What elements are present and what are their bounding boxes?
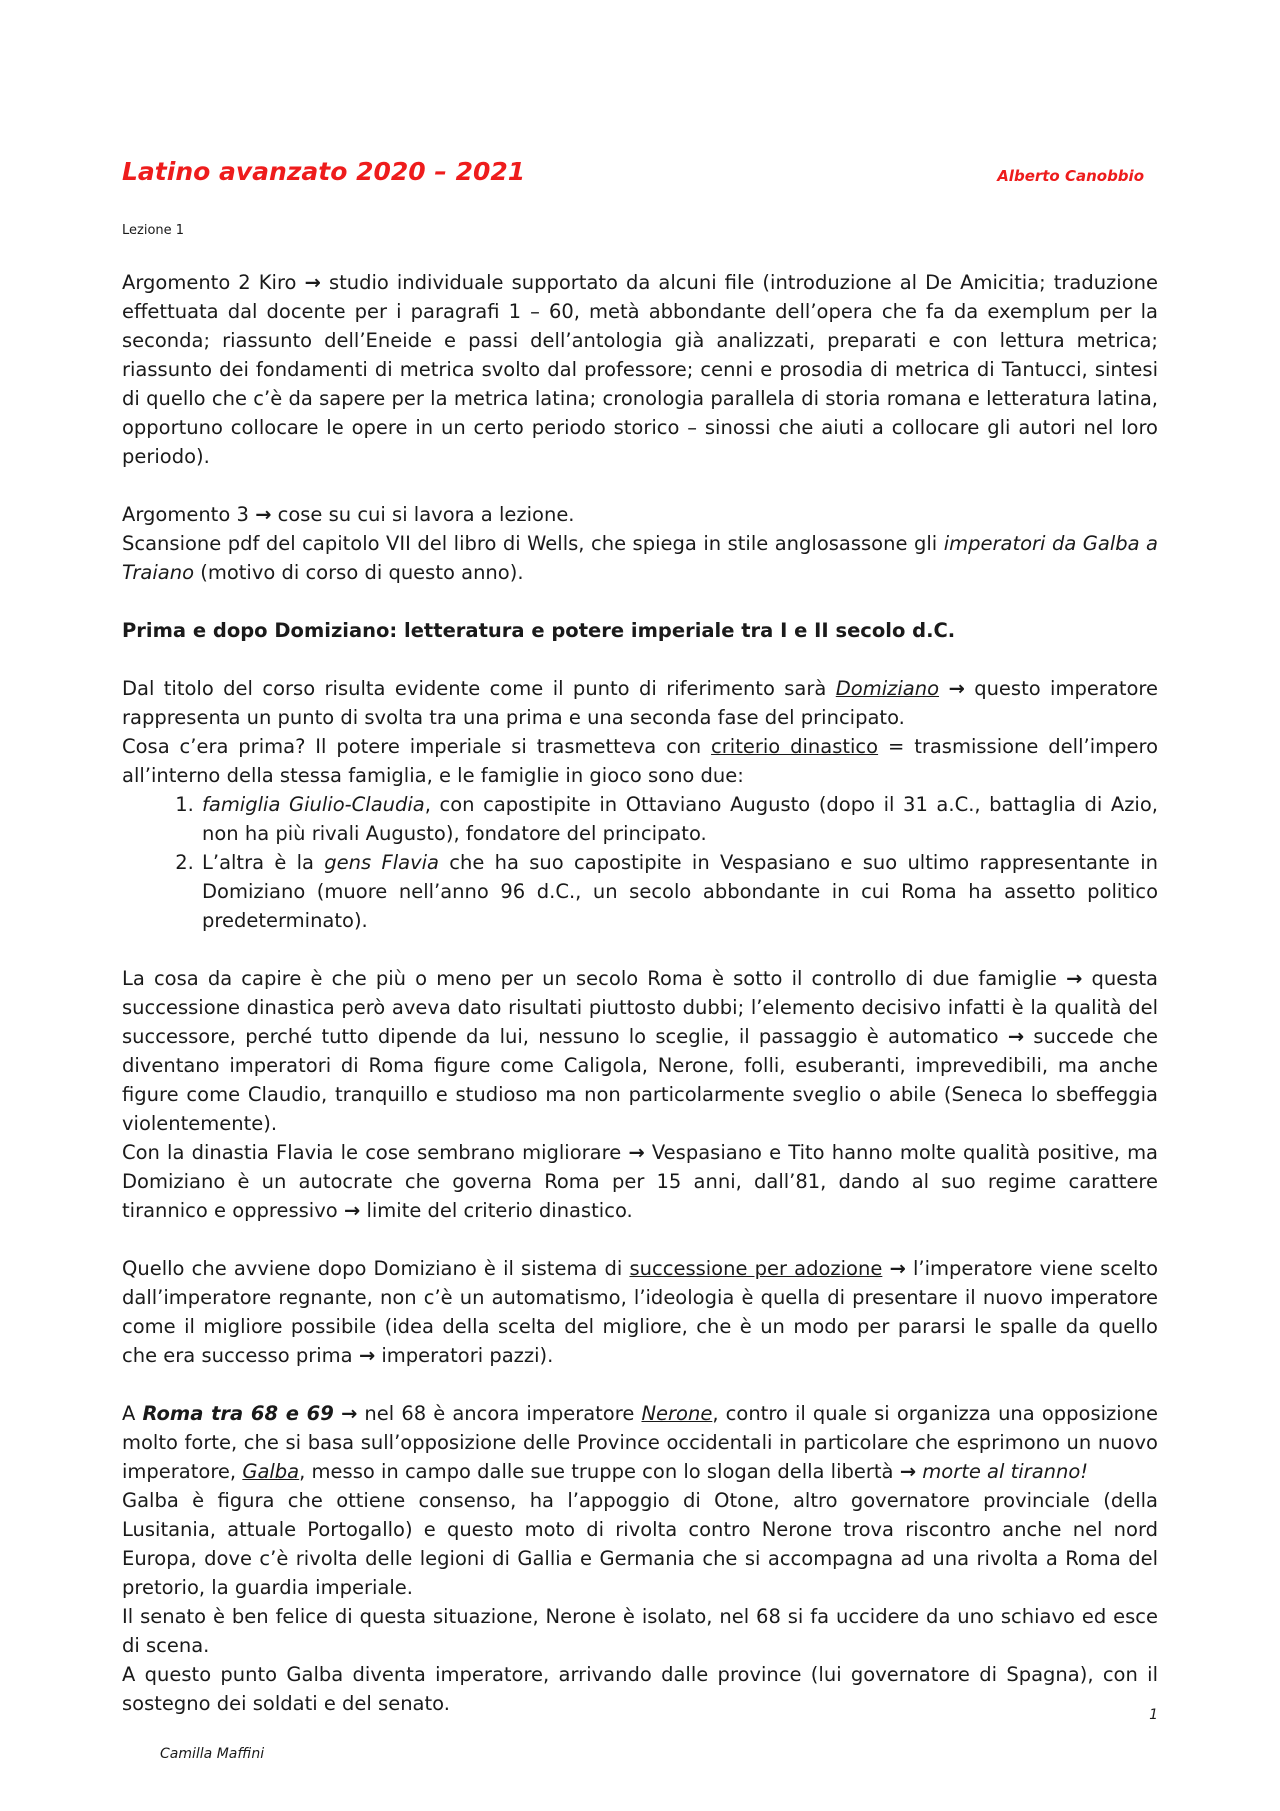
underlined-text: successione per adozione xyxy=(629,1257,883,1280)
arrow-icon: → xyxy=(628,1141,645,1164)
arrow-icon: → xyxy=(340,1402,358,1425)
text-run: imperatori pazzi). xyxy=(381,1344,554,1367)
text-run: , messo in campo dalle sue truppe con lo slogan della libertà xyxy=(299,1460,894,1483)
arrow-icon: → xyxy=(948,677,965,700)
text-run: (motivo di corso di questo anno). xyxy=(200,561,524,584)
document-author: Alberto Canobbio xyxy=(997,167,1144,185)
paragraph-argomento-3 xyxy=(122,500,1158,529)
emphasis-text: Galba xyxy=(242,1460,300,1483)
text-run: Vespasiano e Tito hanno molte qualità positive, ma Domiziano è un autocrate che governa Roma per 15 anni, dall’81, dando al suo regime carattere tirannico e oppressivo xyxy=(122,1141,1159,1222)
text-run: succede che diventano imperatori di Roma figure come Caligola, Nerone, folli, esuberanti, imprevedibili, ma anche figure come Claudio, tranquillo e studioso ma non particolarmente sveglio o abile (Seneca lo sbeffeggia violentemente). xyxy=(122,1025,1159,1135)
list-item: 2. L’altra è la gens Flavia che ha suo capostipite in Vespasiano e suo ultimo rappresentante in Domiziano (muore nell’anno 96 d.C., un secolo abbondante in cui Roma ha assetto politico predeterminato). xyxy=(200,848,1158,935)
text-run: Dal titolo del corso risulta evidente come il punto di riferimento sarà xyxy=(122,677,827,700)
text-run: questo imperatore rappresenta un punto di svolta tra una prima e una seconda fase del principato. xyxy=(122,677,1158,729)
text-run: studio individuale supportato da alcuni file (introduzione al De Amicitia; traduzione effettuata dal docente per i paragrafi 1 – 60, metà abbondante dell’opera che fa da exemplum per la seconda; riassunto dell’Eneide e passi dell’antologia già analizzati, preparati e con lettura metrica; riassunto dei fondamenti di metrica svolto dal professore; cenni e prosodia di metrica di Tantucci, sintesi di quello che c’è da sapere per la metrica latina; cronologia parallela di storia romana e letteratura latina, opportuno collocare le opere in un certo periodo storico – sinossi che aiuti a collocare gli autori nel loro periodo). xyxy=(122,271,1158,468)
arrow-icon: → xyxy=(358,1344,376,1367)
text-run: cose su cui si lavora a lezione. xyxy=(277,503,575,526)
text-run: A xyxy=(122,1402,136,1425)
paragraph-argomento-2 xyxy=(122,268,1158,471)
text-run: Argomento 2 Kiro xyxy=(122,271,297,294)
page-number: 1 xyxy=(1149,1707,1158,1723)
text-run: nel 68 è ancora imperatore xyxy=(364,1402,635,1425)
paragraph-senato: Il senato è ben felice di questa situazione, Nerone è isolato, nel 68 si fa uccidere da uno schiavo ed esce di scena. xyxy=(122,1605,1158,1657)
arrow-icon: → xyxy=(1007,1025,1025,1048)
emphasis-text: morte al tiranno! xyxy=(922,1460,1089,1483)
text-run: Cosa c’era prima? Il potere imperiale si trasmetteva con xyxy=(122,735,702,758)
arrow-icon: → xyxy=(343,1199,361,1222)
lesson-label: Lezione 1 xyxy=(122,223,185,238)
page-header xyxy=(122,157,1158,197)
list-item: 1. famiglia Giulio-Claudia, con capostipite in Ottaviano Augusto (dopo il 31 a.C., battaglia di Azio, non ha più rivali Augusto), fondatore del principato. xyxy=(200,790,1158,848)
emphasis-text: Nerone xyxy=(641,1402,713,1425)
text-run: l’imperatore viene scelto dall’imperatore regnante, non c’è un automatismo, l’ideologia è quella di presentare il nuovo imperatore come il migliore possibile (idea della scelta del migliore, che è un modo per pararsi le spalle da quello che era successo prima xyxy=(122,1257,1159,1367)
section-heading xyxy=(122,616,1158,645)
paragraph-galba: Galba è figura che ottiene consenso, ha l’appoggio di Otone, altro governatore provinciale (della Lusitania, attuale Portogallo) e questo moto di rivolta contro Nerone trova riscontro anche nel nord Europa, dove c’è rivolta delle legioni di Gallia e Germania che si accompagna ad una rivolta a Roma del pretorio, la guardia imperiale. xyxy=(122,1489,1158,1599)
document-body xyxy=(122,268,1158,1718)
paragraph-domiziano xyxy=(122,674,1158,732)
families-list xyxy=(122,790,1158,935)
text-run: limite del criterio dinastico. xyxy=(366,1199,633,1222)
underlined-text: criterio dinastico xyxy=(711,735,879,758)
text-run: = trasmissione dell’impero all’interno della stessa famiglia, e le famiglie in gioco sono due: xyxy=(122,735,1159,787)
arrow-icon: → xyxy=(1066,967,1083,990)
emphasis-text: imperatori da Galba a Traiano xyxy=(122,532,1159,584)
arrow-icon: → xyxy=(889,1257,906,1280)
paragraph-flavia xyxy=(122,1138,1158,1225)
footer-author: Camilla Maffini xyxy=(160,1746,265,1762)
arrow-icon: → xyxy=(304,271,321,294)
paragraph-adozione xyxy=(122,1254,1158,1370)
text-run: Scansione pdf del capitolo VII del libro di Wells, che spiega in stile anglosassone gli xyxy=(122,532,938,555)
emphasis-text: Roma tra 68 e 69 xyxy=(142,1402,334,1425)
arrow-icon: → xyxy=(899,1460,917,1483)
text-run: questa successione dinastica però aveva dato risultati piuttosto dubbi; l’elemento decisivo infatti è la qualità del successore, perché tutto dipende da lui, nessuno lo sceglie, il passaggio è automatico xyxy=(122,967,1158,1048)
text-run: , contro il quale si organizza una opposizione molto forte, che si basa sull’opposizione delle Province occidentali in particolare che esprimono un nuovo imperatore, xyxy=(122,1402,1158,1483)
text-run: Quello che avviene dopo Domiziano è il sistema di xyxy=(122,1257,623,1280)
paragraph-criterio xyxy=(122,732,1158,790)
paragraph-wells xyxy=(122,529,1158,587)
document-title: Latino avanzato 2020 – 2021 xyxy=(122,157,526,186)
text-run: La cosa da capire è che più o meno per un secolo Roma è sotto il controllo di due famiglie xyxy=(122,967,1057,990)
emphasis-text: gens Flavia xyxy=(324,851,439,874)
arrow-icon: → xyxy=(255,503,272,526)
emphasis-text: famiglia Giulio-Claudia xyxy=(202,793,425,816)
text-run: Argomento 3 xyxy=(122,503,249,526)
paragraph-galba-imperatore: A questo punto Galba diventa imperatore, arrivando dalle province (lui governatore di Spagna), con il sostegno dei soldati e del senato. xyxy=(122,1663,1158,1715)
paragraph-roma-68-69 xyxy=(122,1399,1158,1486)
text-run: Con la dinastia Flavia le cose sembrano migliorare xyxy=(122,1141,622,1164)
emphasis-text: Domiziano xyxy=(835,677,940,700)
paragraph-dinastia xyxy=(122,964,1158,1138)
heading-text: Prima e dopo Domiziano: letteratura e potere imperiale tra I e II secolo d.C. xyxy=(122,619,956,642)
